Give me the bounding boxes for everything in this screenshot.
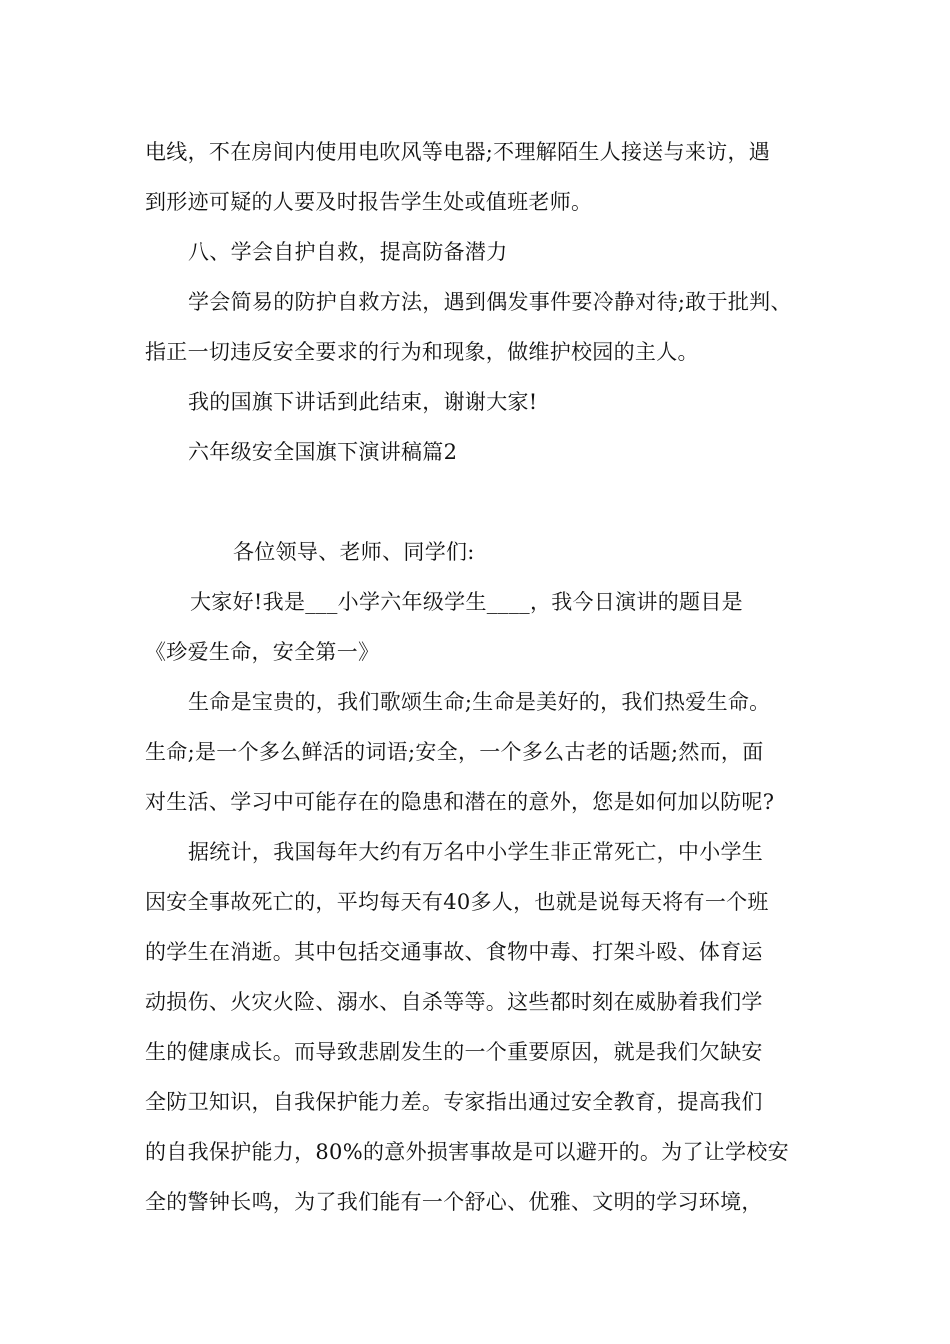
text-line: 的学生在消逝。其中包括交通事故、食物中毒、打架斗殴、体育运	[145, 940, 763, 964]
greeting-line: 各位领导、老师、同学们:	[233, 540, 475, 564]
text-line: 电线，不在房间内使用电吹风等电器;不理解陌生人接送与来访，遇	[145, 140, 771, 164]
text-line: 的自我保护能力，80%的意外损害事故是可以避开的。为了让学校安	[145, 1140, 789, 1164]
text-line: 动损伤、火灾火险、溺水、自杀等等。这些都时刻在威胁着我们学	[145, 990, 763, 1014]
text-line: 因安全事故死亡的，平均每天有40多人，也就是说每天将有一个班	[145, 890, 769, 914]
text-line: 据统计，我国每年大约有万名中小学生非正常死亡，中小学生	[188, 840, 764, 864]
text-line: 全防卫知识，自我保护能力差。专家指出通过安全教育，提高我们	[145, 1090, 763, 1114]
text-line: 对生活、学习中可能存在的隐患和潜在的意外，您是如何加以防呢?	[145, 790, 775, 814]
text-line: 我的国旗下讲话到此结束，谢谢大家!	[188, 390, 538, 414]
text-line: 大家好!我是___小学六年级学生____，我今日演讲的题目是	[190, 590, 743, 614]
text-line: 生的健康成长。而导致悲剧发生的一个重要原因，就是我们欠缺安	[145, 1040, 763, 1064]
text-line: 指正一切违反安全要求的行为和现象，做维护校园的主人。	[145, 340, 699, 364]
text-line: 生命是宝贵的，我们歌颂生命;生命是美好的，我们热爱生命。	[188, 690, 771, 714]
document-title: 六年级安全国旗下演讲稿篇2	[188, 440, 458, 464]
text-line: 学会简易的防护自救方法，遇到偶发事件要冷静对待;敢于批判、	[188, 290, 792, 314]
speech-title: 《珍爱生命，安全第一》	[145, 640, 380, 664]
text-line: 生命;是一个多么鲜活的词语;安全，一个多么古老的话题;然而，面	[145, 740, 764, 764]
text-line: 全的警钟长鸣，为了我们能有一个舒心、优雅、文明的学习环境，	[145, 1190, 763, 1214]
section-heading: 八、学会自护自救，提高防备潜力	[188, 240, 508, 264]
text-line: 到形迹可疑的人要及时报告学生处或值班老师。	[145, 190, 593, 214]
